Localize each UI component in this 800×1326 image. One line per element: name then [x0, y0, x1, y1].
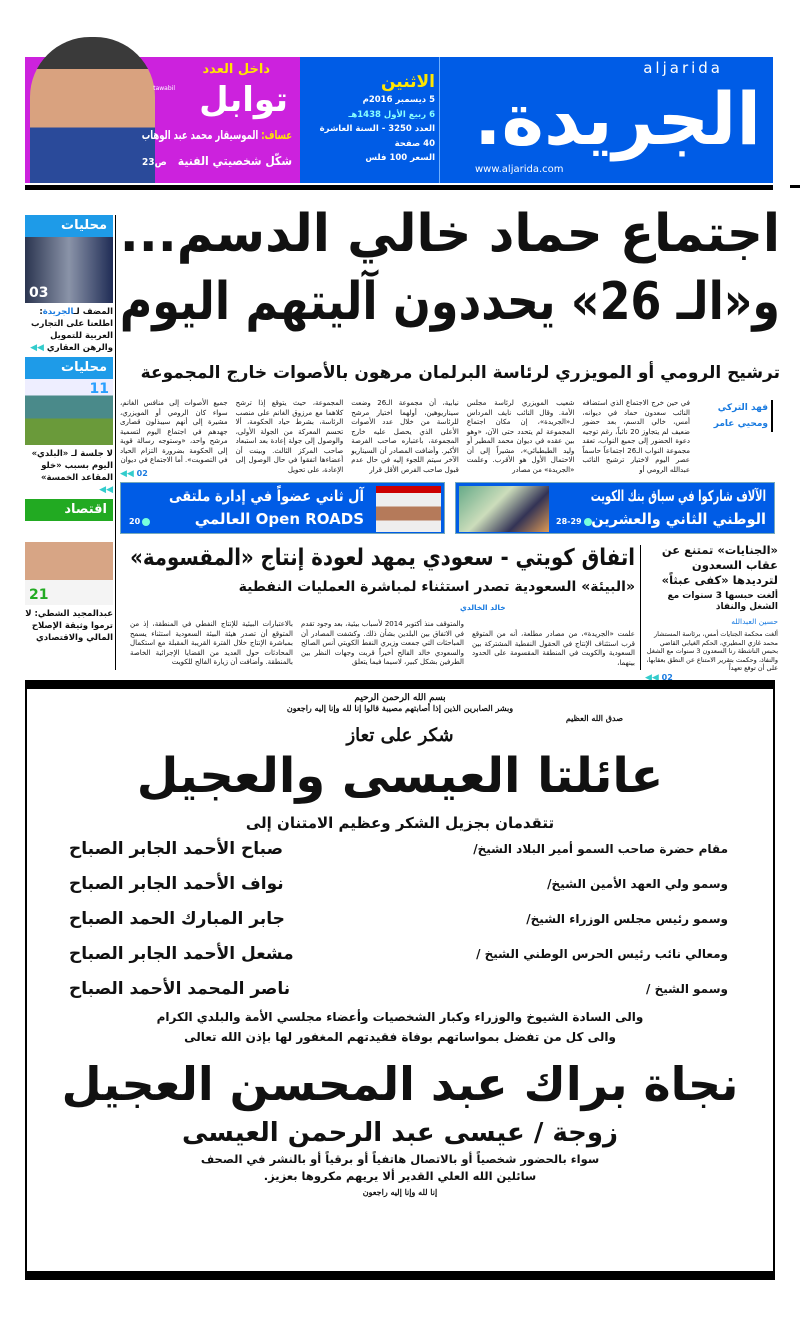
ad-title: شكر على تعاز [346, 725, 454, 746]
page-number: 11 [89, 381, 109, 397]
condolence-ad [25, 680, 775, 1280]
page-ref: 20 [129, 517, 150, 527]
masthead [300, 57, 773, 183]
arrow-icon: ◀◀ [645, 672, 659, 683]
arrow-icon: ◀◀ [99, 485, 113, 495]
price: السعر 100 فلس [365, 153, 435, 163]
page-ref: 28-29 [556, 517, 592, 527]
lead-body: في حين خرج الاجتماع الذي استضافه النائب سعدون حماد في ديوانه، أمس، خالي الدسم، بعد حضور ضعيف لم يتجاوز 20 نائباً، رغم توجيه دعوة الحضور إلى جميع النواب، تعقد مجموعة النواب الـ26 اجتماعاً حاسماً عصر اليوم لاختيار ترشيح النائب عبدالله الرومي أو شعيب المويزري لرئاسة مجلس الأمة. وقال النائب نايف المرداس لـ«الجريدة»، إن مكان اجتماع المجموعة لم يتحدد حتى الآن، «وهو بين عقده في ديوان محمد المطير أو وليد الطبطبائي»، مشيراً إلى أن الاحتمال الأول هو الأقرب. وعلمت «الجريدة» من مصادر نيابية، أن مجموعة الـ26 وضعت سيناريوهين، أولهما اختيار مرشح للرئاسة من خلال عدد الأصوات الأعلى الذي يحصل عليه خارج المجموعة، باعتباره صاحب الفرصة الأكبر. وأضافت المصادر أن السيناريو الآخر سيتم اللجوء إليه في حال عدم قبول صاحب الفرص الأقل قرار المجموعة، حيث يتوقع إذا ترشح كلاهما مع مرزوق الغانم على منصب الرئاسة، بشرط حياد الحكومة، ألا تحسم المعركة من الجولة الأولى، والوصول إلى جولة إعادة بعد استبعاد صاحب المركز الثالث. وبينت أن أعضاءها اتفقوا في حال الوصول إلى الإعادة، على تحويل جميع الأصوات إلى منافس الغانم، سواء كان الرومي أو المويزري، مشيرة إلى أنهم سيبذلون قصارى جهدهم في اجتماع اليوم لتسمية مرشح واحد، «وستوجه رسالة قوية إلى الحكومة بضرورة التزام الحياد في التصويت». أما الاجتماع في ديوان [120, 399, 690, 474]
basmala: بسم الله الرحمن الرحيم [354, 693, 446, 703]
date-gregorian: 5 ديسمبر 2016م [362, 95, 435, 105]
section-label: اقتصاد [25, 499, 113, 521]
promo-page: ص23 [141, 157, 167, 168]
sidebar-caption: لا جلسة لـ «البلدي» اليوم بسبب «خلو المقاعد الخمسة» ◀◀ [31, 449, 113, 495]
website-url[interactable]: www.aljarida.com [475, 164, 564, 175]
oil-body: علمت «الجريدة»، من مصادر مطلعة، أنه من المتوقع قرب استئناف الإنتاج في الحقول النفطية المشتركة بين السعودية والكويت في المنطقة المقسومة على الحدود بينهما، والمتوقف منذ أكتوبر 2014 لأسباب بيئية، بعد وجود تقدم في الاتفاق بين البلدين بشأن ذلك. وكشفت المصادر أن المباحثات التي جمعت وزيري النفط الكويتي أنس الصالح والسعودي خالد الفالح أخيراً قربت وجهات النظر بين الطرفين بشكل كبير، لاسيما فيما يتعلق بالاعتبارات البيئية للإنتاج النفطي في المنطقة، إذ من المتوقع أن تصدر هيئة البيئة السعودية استثناء يسمح بمباشرة الإنتاج خلال الفترة القريبة المقبلة مع استكمال المحادثات حول العديد من القضايا الإجرائية الخاصة بالمنطقة. وأضافت أن زيارة الفالح للكويت [130, 620, 635, 667]
husband-name: زوجة / عيسى عبد الرحمن العيسى [181, 1118, 619, 1148]
promo-brand: توابل [199, 80, 288, 120]
section-label: محليات [25, 215, 113, 237]
lead-subhead: ترشيح الرومي أو المويزري لرئاسة البرلمان مرهون بالأصوات خارج المجموعة [140, 363, 780, 383]
sidebar-item[interactable] [25, 499, 113, 647]
sidebar [25, 215, 113, 647]
issue-day: الاثنين [380, 72, 435, 92]
tawabil-promo[interactable] [25, 57, 300, 183]
date-hijri: 6 ربيع الأول 1438هـ [348, 109, 435, 120]
ad-line: والى كل من تفضل بمواساتهم بوفاة فقيدتهم المغفور لها بإذن الله تعالى [184, 1030, 616, 1044]
column-divider [640, 545, 641, 670]
column-divider [115, 215, 116, 670]
sidebar-item[interactable] [25, 215, 113, 357]
dignitary-row: وسمو ولي العهد الأمين الشيخ/ نواف الأحمد الجابر الصباح [69, 874, 728, 894]
crime-headline: «الجنايات» تمتنع عن عقاب السعدون لترديدها «كفى عبثاً» [661, 543, 778, 587]
sidebar-photo [25, 237, 113, 303]
ad-line: سواء بالحضور شخصياً أو بالاتصال هاتفياً أو برقياً أو بالنشر في الصحف [200, 1152, 600, 1166]
plus-icon [142, 518, 150, 526]
banner-race[interactable]: الآلاف شاركوا في سباق بنك الكويت الوطني الثاني والعشرين 28-29 [455, 482, 775, 534]
sidebar-item[interactable] [25, 357, 113, 499]
arrow-icon: ◀◀ [120, 469, 134, 479]
page-number: 21 [29, 587, 49, 603]
logo-english: aljarida [643, 59, 723, 77]
crime-continued: 02 ◀◀ [645, 672, 673, 683]
deceased-name: نجاة براك عبد المحسن العجيل [61, 1057, 739, 1111]
crime-story[interactable] [645, 543, 778, 683]
banner-open-roads[interactable]: آل ثاني عضواً في إدارة ملتقى Open ROADS العالمي 20 [120, 482, 445, 534]
ad-intro: تتقدمان بجزيل الشكر وعظيم الامتنان إلى [245, 814, 555, 832]
banner-photo [459, 486, 549, 532]
dignitary-row: ومعالي نائب رئيس الحرس الوطني الشيخ / مشعل الأحمد الجابر الصباح [69, 944, 728, 964]
oil-headline[interactable]: اتفاق كويتي - سعودي يمهد لعودة إنتاج «المقسومة» [130, 545, 636, 571]
page-count: 40 صفحة [394, 138, 435, 149]
verse-ref: صدق الله العظيم [565, 713, 623, 723]
lead-headline[interactable]: اجتماع حماد خالي الدسم... و«الـ 26» يحددون آليتهم اليوم [119, 204, 781, 332]
oil-subhead: «البيئة» السعودية تصدر استثناء لمباشرة العمليات النفطية [238, 579, 635, 595]
crime-byline: حسين العبدالله [731, 617, 778, 626]
quran-verse: وبشر الصابرين الذين إذا أصابتهم مصيبة قالوا إنا لله وإنا إليه راجعون [286, 703, 514, 713]
masthead-rule [25, 185, 773, 190]
section-label: محليات [25, 357, 113, 379]
lead-byline: فهد التركي ومحيي عامر [695, 400, 773, 432]
closing-verse: إنا لله وإنا إليه راجعون [362, 1187, 438, 1197]
issue-info [305, 57, 440, 183]
crime-body: ألغت محكمة الجنايات أمس، برئاسة المستشار محمد غازي المطيري، الحكم الغيابي القاضي بحبس الناشطة رنا السعدون 3 سنوات مع الشغل والنفاذ، وحكمت بتقرير الامتناع عن النطق بعقابها، على أن توقع تعهداً [646, 630, 778, 672]
plus-icon [584, 518, 592, 526]
dignitary-row: وسمو الشيخ / ناصر المحمد الأحمد الصباح [69, 979, 728, 999]
newspaper-logo[interactable]: الجريدة. [474, 77, 761, 161]
oil-byline: خالد الخالدي [460, 603, 506, 612]
promo-inside-label: داخل العدد [202, 62, 270, 77]
sidebar-photo [25, 521, 113, 605]
sidebar-caption: المضف لـالجريدة: اطلعنا على التجارب العربية للتمويل والرهن العقاري ◀◀ [30, 307, 113, 353]
ad-line: سائلين الله العلي القدير ألا يريهم مكروها بعزيز. [263, 1169, 537, 1183]
dignitary-row: مقام حضرة صاحب السمو أمير البلاد الشيخ/ صباح الأحمد الجابر الصباح [69, 839, 728, 859]
banner-photo [376, 486, 441, 532]
issue-number: العدد 3250 - السنة العاشرة [319, 124, 435, 134]
crime-subhead: ألغت حبسها 3 سنوات مع الشغل والنفاذ [667, 591, 778, 612]
promo-line-1: عساف: الموسيقار محمد عبد الوهاب [141, 128, 292, 142]
promo-photo [30, 37, 155, 183]
promo-line-2: شكّل شخصيتي الفنية ص23 [141, 154, 292, 168]
sidebar-caption: عبدالمجيد الشطي: لا ترموا وثيقة الإصلاح المالي والاقتصادي [25, 609, 113, 643]
page-number: 03 [29, 285, 49, 301]
arrow-icon: ◀◀ [30, 343, 44, 353]
sidebar-photo [25, 379, 113, 445]
families: عائلتا العيسى والعجيل [136, 748, 664, 804]
lead-continued[interactable]: 02 ◀◀ [120, 469, 148, 479]
edge-mark [790, 185, 800, 188]
ad-line: والى السادة الشيوخ والوزراء وكبار الشخصيات وأعضاء مجلسي الأمة والبلدي الكرام [156, 1010, 644, 1024]
promo-brand-en: tawabil [153, 85, 175, 92]
dignitary-row: وسمو رئيس مجلس الوزراء الشيخ/ جابر المبارك الحمد الصباح [69, 909, 728, 929]
